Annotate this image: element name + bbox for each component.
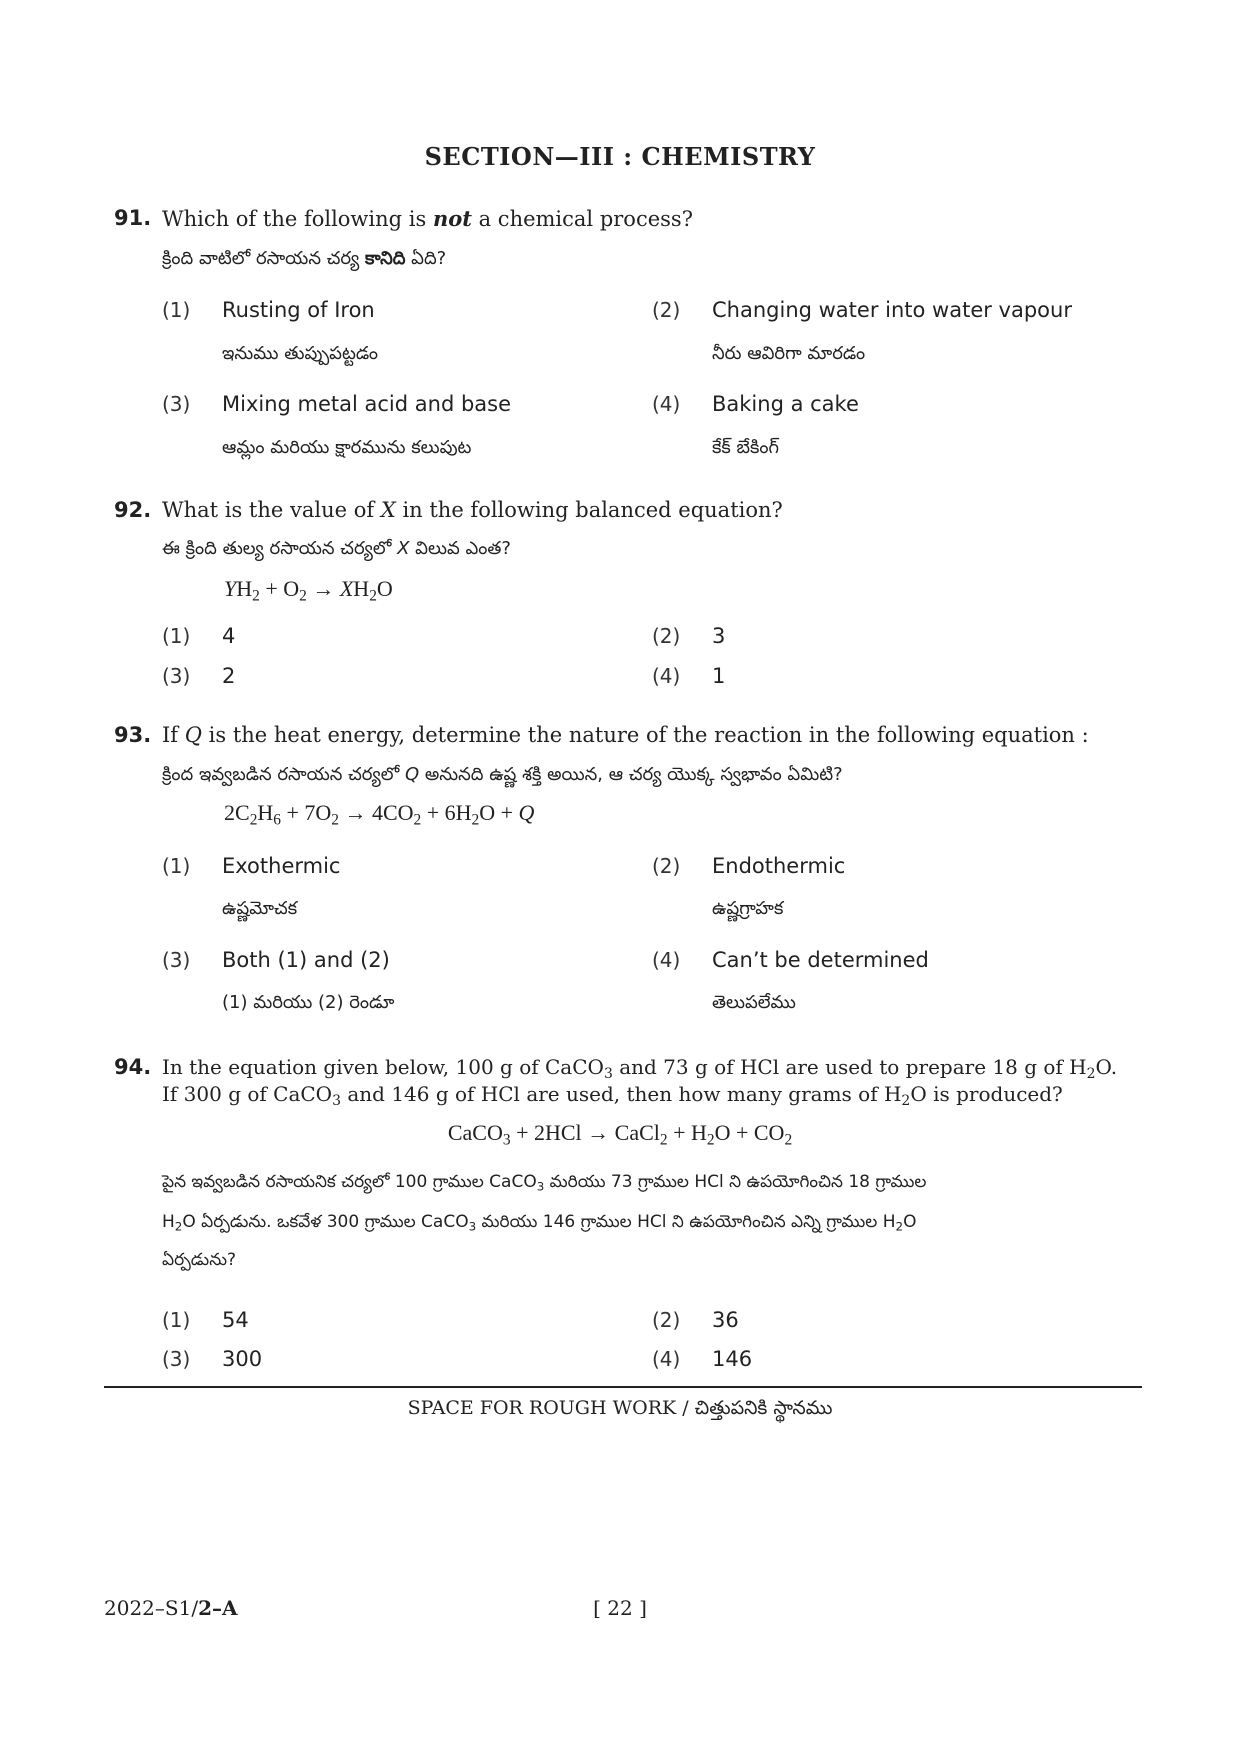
question-93-text-en: If Q is the heat energy, determine the nature of the reaction in the following equation : — [162, 723, 1089, 747]
question-91 — [114, 206, 151, 230]
option-2-text: 3 — [712, 624, 726, 648]
option-3-text: Both (1) and (2) — [222, 948, 390, 972]
option-1-text: 54 — [222, 1308, 249, 1332]
option-1-text-te: ఉష్ణమోచక — [222, 898, 298, 919]
option-3-text: 300 — [222, 1347, 263, 1371]
rough-work-label: SPACE FOR ROUGH WORK / చిత్తుపనికి స్థానము — [407, 1397, 833, 1419]
question-94-text-te-3: ఏర్పడును? — [162, 1250, 237, 1270]
option-3-text-te: (1) మరియు (2) రెండూ — [222, 992, 395, 1013]
option-4-number: (4) — [652, 392, 681, 416]
divider — [104, 1386, 1142, 1388]
equation-92: $YH_2 + O_2 \to XH_2O$ — [224, 576, 393, 605]
question-93-text-te: క్రింద ఇవ్వబడిన రసాయన చర్యలో Q అనునది ఉష్ణ శక్తి అయిన, ఆ చర్య యొక్క స్వభావం ఏమిటి? — [162, 764, 843, 785]
option-3-text: Mixing metal acid and base — [222, 392, 512, 416]
question-94-line-2: If 300 g of CaCO$_3$ and 146 g of HCl are used, then how many grams of $H_2O$ is produced? — [162, 1082, 1063, 1110]
option-2-text-te: ఉష్ణగ్రాహక — [712, 898, 784, 919]
question-92-text-te: ఈ క్రింది తుల్య రసాయన చర్యలో X విలువ ఎంత? — [162, 538, 511, 559]
option-3-number: (3) — [162, 948, 191, 972]
question-94-line-1: In the equation given below, 100 g of CaCO$_3$ and 73 g of HCl are used to prepare 18 g of $H_2O$. — [162, 1055, 1118, 1083]
option-3-number: (3) — [162, 664, 191, 688]
option-2-number: (2) — [652, 1308, 681, 1332]
option-4-text: Baking a cake — [712, 392, 859, 416]
option-1-number: (1) — [162, 624, 191, 648]
option-3-text-te: ఆమ్లం మరియు క్షారమును కలుపుట — [222, 437, 472, 458]
question-94 — [114, 1055, 151, 1079]
equation-93: $2C_2H_6 + 7O_2 \to 4CO_2 + 6H_2O + Q$ — [224, 800, 535, 829]
option-2-text: Changing water into water vapour — [712, 298, 1072, 322]
question-92-text-en: What is the value of X in the following balanced equation? — [162, 498, 783, 522]
option-2-text: Endothermic — [712, 854, 846, 878]
option-2-number: (2) — [652, 854, 681, 878]
option-4-text: Can’t be determined — [712, 948, 929, 972]
question-92 — [114, 498, 151, 522]
option-3-number: (3) — [162, 392, 191, 416]
option-1-number: (1) — [162, 854, 191, 878]
option-4-number: (4) — [652, 664, 681, 688]
question-91-text-en: Which of the following is not a chemical process? — [162, 206, 693, 231]
question-number: 91. — [114, 206, 152, 230]
option-1-text: Exothermic — [222, 854, 341, 878]
question-number: 93. — [114, 723, 152, 747]
option-4-number: (4) — [652, 1347, 681, 1371]
option-2-text: 36 — [712, 1308, 739, 1332]
option-4-text-te: కేక్ బేకింగ్ — [712, 437, 780, 458]
option-4-number: (4) — [652, 948, 681, 972]
option-2-number: (2) — [652, 624, 681, 648]
option-1-text: 4 — [222, 624, 236, 648]
equation-94: CaCO$_3$ + 2HCl → CaCl$_2$ + $H_2O + CO_2$ — [447, 1120, 793, 1149]
option-4-text: 146 — [712, 1347, 753, 1371]
option-3-number: (3) — [162, 1347, 191, 1371]
option-4-text-te: తెలుపలేము — [712, 992, 796, 1013]
option-1-text: Rusting of Iron — [222, 298, 375, 322]
option-2-text-te: నీరు ఆవిరిగా మారడం — [712, 343, 866, 364]
option-1-number: (1) — [162, 298, 191, 322]
page-number: [ 22 ] — [593, 1596, 647, 1620]
section-title: SECTION—III : CHEMISTRY — [424, 142, 816, 171]
question-94-text-te-2: $H_2O$ ఏర్పడును. ఒకవేళ 300 గ్రాముల CaCO$_3$ మరియు 146 గ్రాముల HCl ని ఉపయోగించిన ఎన్ని గ్రాముల $H_2O$ — [162, 1212, 917, 1234]
question-94-text-te-1: పైన ఇవ్వబడిన రసాయనిక చర్యలో 100 గ్రాముల CaCO$_3$ మరియు 73 గ్రాముల HCl ని ఉపయోగించిన 18 గ్రాముల — [162, 1172, 927, 1194]
question-number: 94. — [114, 1055, 152, 1079]
question-91-text-te: క్రింది వాటిలో రసాయన చర్య కానిది ఏది? — [162, 248, 447, 269]
option-2-number: (2) — [652, 298, 681, 322]
option-4-text: 1 — [712, 664, 726, 688]
booklet-code: 2022–S1/2–A — [104, 1596, 238, 1620]
question-93 — [114, 723, 151, 747]
option-3-text: 2 — [222, 664, 236, 688]
option-1-number: (1) — [162, 1308, 191, 1332]
option-1-text-te: ఇనుము తుప్పుపట్టడం — [222, 343, 379, 364]
question-number: 92. — [114, 498, 152, 522]
